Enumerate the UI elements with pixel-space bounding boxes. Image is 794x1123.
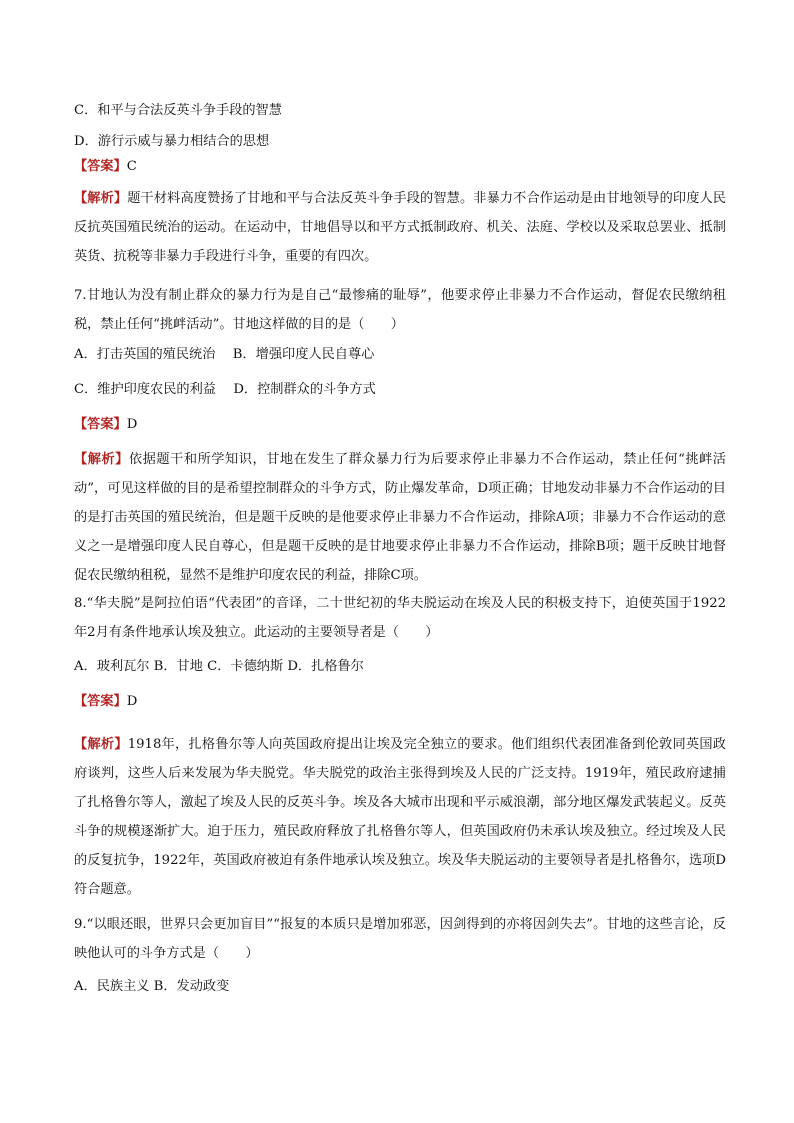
q8-options: A．玻利瓦尔 B．甘地 C．卡德纳斯 D．扎格鲁尔 [74, 659, 364, 674]
q7-options-cd: C．维护印度农民的利益 D．控制群众的斗争方式 [74, 382, 376, 397]
q6-answer [74, 158, 724, 176]
q6-analysis [74, 184, 726, 271]
answer-label: 【答案】 [74, 694, 127, 709]
q7-analysis [74, 445, 726, 590]
q7-stem: 7.甘地认为没有制止群众的暴力行为是自己“最惨痛的耻辱”，他要求停止非暴力不合作运动，督促农民缴纳租税，禁止任何“挑衅活动”。甘地这样做的目的是（ ） [74, 288, 726, 332]
q8-answer [74, 693, 724, 711]
q9-options-ab: A．民族主义 B．发动政变 [74, 979, 230, 994]
analysis-label: 【解析】 [74, 737, 128, 752]
q8-stem: 8.“华夫脱”是阿拉伯语“代表团”的音译，二十世纪初的华夫脱运动在埃及人民的积极支持下，迫使英国于1922年2月有条件地承认埃及独立。此运动的主要领导者是（ ） [74, 596, 726, 640]
answer-value: C [126, 159, 137, 174]
q7-options-ab: A．打击英国的殖民统治 B．增强印度人民自尊心 [74, 347, 375, 362]
analysis-text: 题干材料高度赞扬了甘地和平与合法反英斗争手段的智慧。非暴力不合作运动是由甘地领导的印度人民反抗英国殖民统治的运动。在运动中，甘地倡导以和平方式抵制政府、机关、法庭、学校以及采取总罢业、抵制英货、抗税等非暴力手段进行斗争，重要的有四次。 [74, 191, 726, 264]
q9-stem: 9.“以眼还眼，世界只会更加盲目”“报复的本质只是增加邪恶，因剑得到的亦将因剑失去”。甘地的这些言论，反映他认可的斗争方式是（ ） [74, 917, 726, 961]
q8-analysis [74, 730, 726, 904]
q7-answer [74, 416, 724, 434]
analysis-label: 【解析】 [74, 191, 128, 206]
answer-label: 【答案】 [74, 159, 127, 174]
q6-option-d: D．游行示威与暴力相结合的思想 [74, 134, 270, 149]
q6-option-c: C．和平与合法反英斗争手段的智慧 [74, 103, 282, 118]
answer-value: D [126, 417, 138, 432]
analysis-label: 【解析】 [74, 452, 129, 467]
analysis-text: 1918年，扎格鲁尔等人向英国政府提出让埃及完全独立的要求。他们组织代表团准备到伦敦同英国政府谈判，这些人后来发展为华夫脱党。华夫脱党的政治主张得到埃及人民的广泛支持。1919年，殖民政府逮捕了扎格鲁尔等人，激起了埃及人民的反英斗争。埃及各大城市出现和平示威浪潮，部分地区爆发武装起义。反英斗争的规模逐渐扩大。迫于压力，殖民政府释放了扎格鲁尔等人，但英国政府仍未承认埃及独立。经过埃及人民的反复抗争，1922年，英国政府被迫有条件地承认埃及独立。埃及华夫脱运动的主要领导者是扎格鲁尔，选项D符合题意。 [74, 737, 726, 897]
analysis-text: 依据题干和所学知识，甘地在发生了群众暴力行为后要求停止非暴力不合作运动，禁止任何“挑衅活动”，可见这样做的目的是希望控制群众的斗争方式，防止爆发革命，D项正确；甘地发动非暴力不合作运动的目的是打击英国的殖民统治，但是题干反映的是他要求停止非暴力不合作运动，排除A项；非暴力不合作运动的意义之一是增强印度人民自尊心，但是题干反映的是甘地要求停止非暴力不合作运动，排除B项；题干反映甘地督促农民缴纳租税，显然不是维护印度农民的利益，排除C项。 [74, 452, 726, 583]
answer-label: 【答案】 [74, 417, 127, 432]
answer-value: D [126, 694, 138, 709]
